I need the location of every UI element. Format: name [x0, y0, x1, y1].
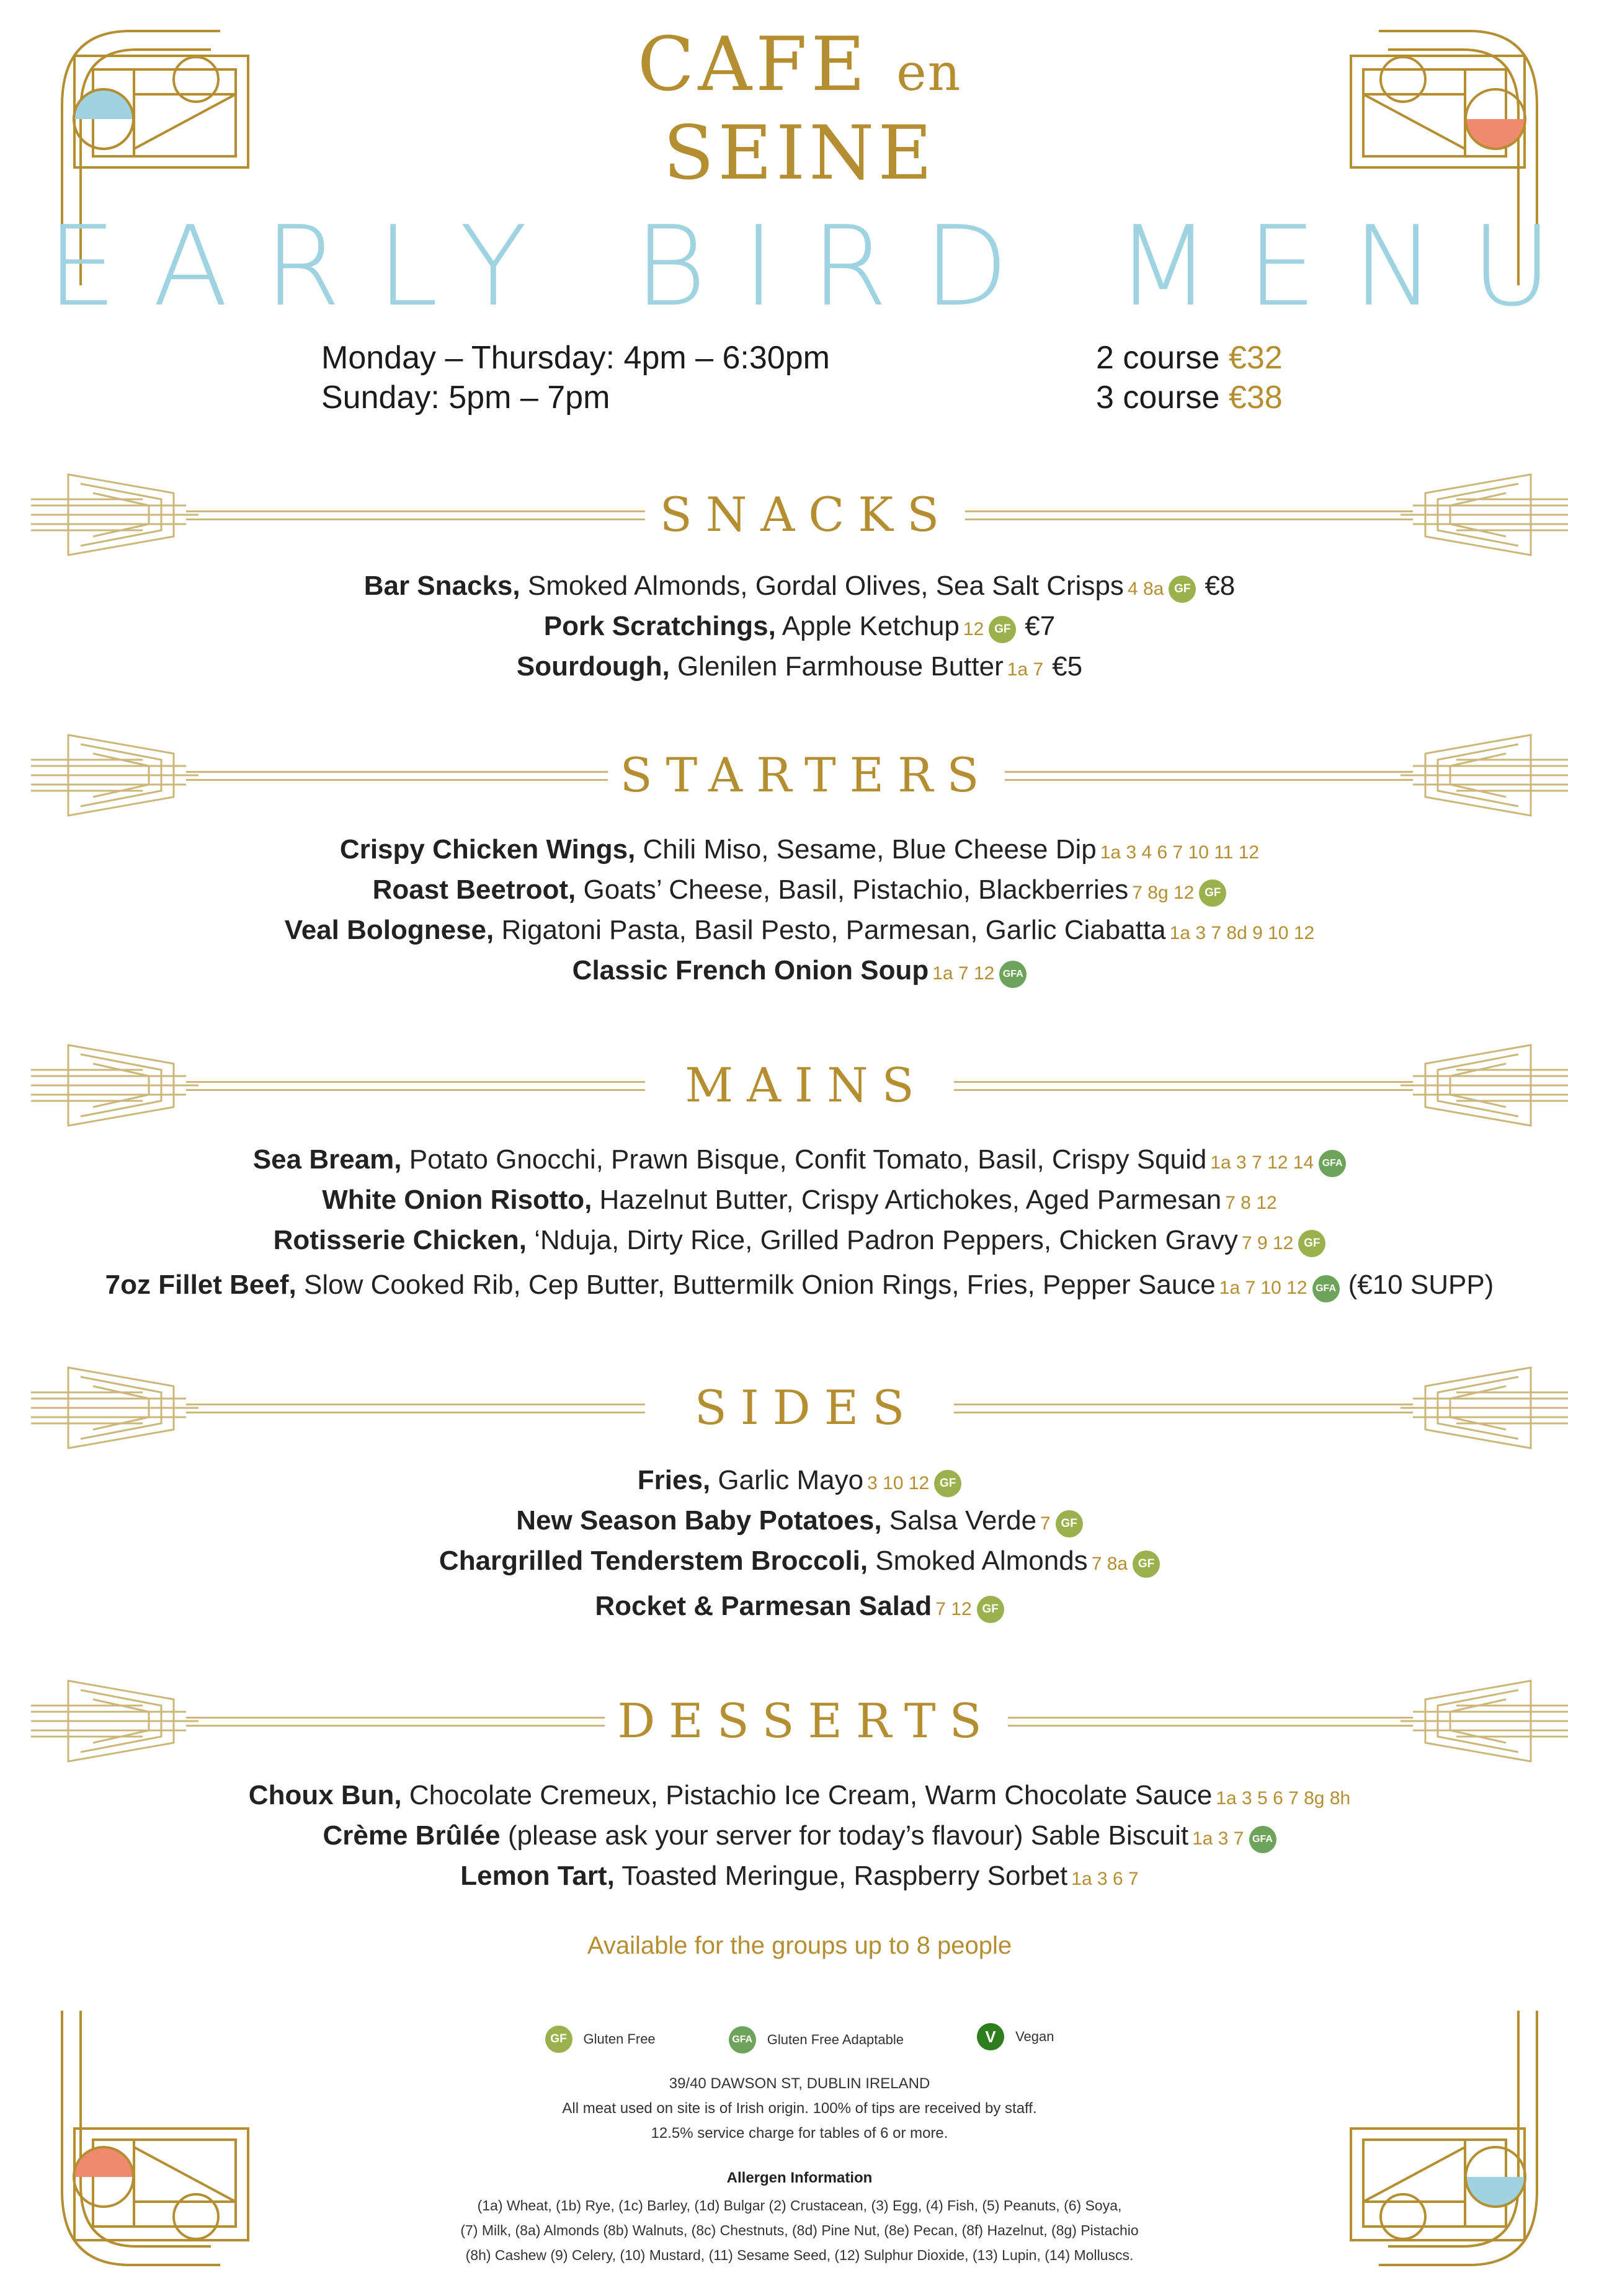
vegan-badge-icon: V	[977, 2023, 1004, 2050]
gluten-free-badge-icon: GF	[1056, 1510, 1083, 1537]
menu-item	[0, 1182, 1599, 1221]
legend-label: Gluten Free	[583, 2031, 656, 2047]
dish-description: Slow Cooked Rib, Cep Butter, Buttermilk Onion Rings, Fries, Pepper Sauce	[296, 1270, 1216, 1300]
gluten-free-badge-icon: GF	[1298, 1230, 1325, 1257]
menu-item	[0, 953, 1599, 992]
dish-description: Rigatoni Pasta, Basil Pesto, Parmesan, Garlic Ciabatta	[494, 915, 1166, 945]
logo-word-seine: SEINE	[663, 110, 936, 197]
menu-item	[0, 1778, 1599, 1817]
dish-description: Chocolate Cremeux, Pistachio Ice Cream, Warm Chocolate Sauce	[401, 1780, 1213, 1810]
allergen-codes: 7 8g 12	[1132, 883, 1195, 903]
section-title: DESSERTS	[605, 1693, 1007, 1748]
dish-name: Rocket & Parmesan Salad	[595, 1591, 932, 1621]
dish-name: Crème Brûlée	[323, 1820, 501, 1851]
legend-label: Gluten Free Adaptable	[767, 2032, 904, 2047]
section-title: STARTERS	[608, 747, 1005, 803]
dish-price: €8	[1205, 571, 1236, 601]
gluten-free-adaptable-badge-icon: GFA	[999, 961, 1027, 988]
dish-description: Garlic Mayo	[710, 1465, 864, 1495]
dish-description: Chili Miso, Sesame, Blue Cheese Dip	[635, 834, 1097, 865]
dish-name: Fries,	[637, 1465, 711, 1495]
menu-item	[0, 649, 1599, 688]
pricing-value: €38	[1228, 380, 1283, 416]
menu-item	[0, 1818, 1599, 1857]
allergen-info-list	[0, 2193, 1599, 2267]
gluten-free-badge-icon: GF	[1169, 576, 1196, 603]
gluten-free-adaptable-badge-icon: GFA	[1312, 1275, 1340, 1302]
allergen-line: (1a) Wheat, (1b) Rye, (1c) Barley, (1d) Bulgar (2) Crustacean, (3) Egg, (4) Fish, (5) Peanuts, (6) Soya,	[477, 2197, 1122, 2214]
opening-hours	[321, 338, 830, 417]
dish-name: Chargrilled Tenderstem Broccoli,	[439, 1546, 868, 1576]
dish-name: Pork Scratchings,	[543, 611, 776, 641]
allergen-codes: 1a 7 10 12	[1219, 1278, 1307, 1298]
dish-name: Choux Bun,	[248, 1780, 402, 1810]
menu-item	[0, 1462, 1599, 1502]
gluten-free-badge-icon: GF	[989, 616, 1016, 643]
dish-name: Crispy Chicken Wings,	[339, 834, 636, 865]
dish-description: Smoked Almonds, Gordal Olives, Sea Salt Crisps	[520, 571, 1124, 601]
dish-description: (please ask your server for today’s flavour) Sable Biscuit	[500, 1820, 1189, 1851]
logo-word-en: en	[896, 43, 962, 102]
course-pricing	[1096, 338, 1283, 417]
allergen-codes: 1a 3 7 12 14	[1210, 1152, 1314, 1173]
dietary-legend	[0, 2023, 1599, 2053]
dish-price: (€10 SUPP)	[1348, 1270, 1494, 1300]
menu-item	[0, 1142, 1599, 1181]
allergen-line: (8h) Cashew (9) Celery, (10) Mustard, (11) Sesame Seed, (12) Sulphur Dioxide, (13) Lupin, (14) Molluscs.	[465, 2247, 1134, 2263]
gluten-free-adaptable-badge-icon: GFA	[1249, 1826, 1276, 1853]
menu-title: EARLY BIRD MENU	[47, 202, 1588, 331]
menu-item	[0, 912, 1599, 951]
allergen-codes: 7	[1040, 1513, 1051, 1534]
menu-item	[0, 1503, 1599, 1542]
dish-description: Toasted Meringue, Raspberry Sorbet	[614, 1861, 1068, 1891]
pricing-label: 3 course	[1096, 380, 1220, 416]
menu-item	[0, 1543, 1599, 1582]
logo-word-cafe: CAFE	[637, 22, 869, 108]
legend-vegan	[977, 2023, 1054, 2050]
menu-item	[0, 608, 1599, 647]
allergen-codes: 1a 7	[1007, 659, 1044, 680]
menu-item	[0, 1588, 1599, 1627]
dish-description: ‘Nduja, Dirty Rice, Grilled Padron Peppers, Chicken Gravy	[527, 1225, 1238, 1255]
pricing-label: 2 course	[1096, 340, 1220, 376]
dish-description: Glenilen Farmhouse Butter	[669, 651, 1004, 682]
dish-name: New Season Baby Potatoes,	[516, 1505, 882, 1536]
allergen-codes: 1a 3 4 6 7 10 11 12	[1100, 842, 1260, 863]
gluten-free-badge-icon: GF	[1133, 1551, 1160, 1578]
section-title: SIDES	[682, 1380, 931, 1435]
gluten-free-adaptable-badge-icon: GFA	[1319, 1150, 1346, 1177]
dish-description: Goats’ Cheese, Basil, Pistachio, Blackberries	[576, 874, 1129, 905]
dish-name: Roast Beetroot,	[372, 874, 576, 905]
dish-name: Classic French Onion Soup	[572, 955, 929, 986]
dish-name: White Onion Risotto,	[322, 1185, 592, 1215]
dish-price: €7	[1025, 611, 1056, 641]
dish-name: Sourdough,	[516, 651, 670, 682]
dish-name: Bar Snacks,	[363, 571, 520, 601]
legend-gluten-free-adaptable	[729, 2026, 904, 2053]
allergen-codes: 7 8a	[1091, 1554, 1128, 1574]
address: 39/40 DAWSON ST, DUBLIN IRELAND	[669, 2075, 930, 2092]
pricing-3-course	[1096, 378, 1283, 417]
menu-item	[0, 568, 1599, 607]
allergen-codes: 1a 3 6 7	[1071, 1869, 1139, 1889]
gluten-free-badge-icon: GF	[545, 2026, 572, 2053]
dish-name: Lemon Tart,	[460, 1861, 615, 1891]
dish-name: Rotisserie Chicken,	[273, 1225, 527, 1255]
gluten-free-badge-icon: GF	[934, 1470, 961, 1497]
service-charge-note: 12.5% service charge for tables of 6 or more.	[651, 2125, 948, 2142]
allergen-codes: 1a 3 5 6 7 8g 8h	[1216, 1788, 1351, 1809]
menu-item	[0, 1222, 1599, 1261]
section-title: MAINS	[672, 1057, 940, 1113]
dish-price: €5	[1052, 651, 1083, 682]
pricing-2-course	[1096, 338, 1283, 378]
allergen-line: (7) Milk, (8a) Almonds (8b) Walnuts, (8c) Chestnuts, (8d) Pine Nut, (8e) Pecan, (8f) Hazelnut, (8g) Pistachio	[460, 2222, 1139, 2238]
gluten-free-adaptable-badge-icon: GFA	[729, 2026, 756, 2053]
allergen-codes: 4 8a	[1127, 579, 1164, 599]
menu-item	[0, 1267, 1599, 1306]
legend-gluten-free	[545, 2026, 656, 2053]
pricing-value: €32	[1228, 340, 1283, 376]
allergen-codes: 7 8 12	[1225, 1193, 1277, 1213]
allergen-codes: 1a 7 12	[932, 963, 995, 984]
dish-description: Potato Gnocchi, Prawn Bisque, Confit Tomato, Basil, Crispy Squid	[401, 1144, 1207, 1175]
meat-tips-note: All meat used on site is of Irish origin. 100% of tips are received by staff.	[562, 2100, 1037, 2117]
section-title: SNACKS	[648, 487, 965, 542]
dish-description: Hazelnut Butter, Crispy Artichokes, Aged Parmesan	[592, 1185, 1222, 1215]
dish-name: Sea Bream,	[252, 1144, 402, 1175]
hours-sunday: Sunday: 5pm – 7pm	[321, 380, 610, 416]
availability-note: Available for the groups up to 8 people	[587, 1932, 1012, 1959]
allergen-codes: 1a 3 7 8d 9 10 12	[1169, 923, 1315, 943]
allergen-codes: 7 9 12	[1241, 1233, 1294, 1253]
allergen-codes: 7 12	[935, 1599, 972, 1619]
dish-name: Veal Bolognese,	[284, 915, 494, 945]
menu-item	[0, 872, 1599, 911]
legend-label: Vegan	[1015, 2029, 1054, 2044]
menu-item	[0, 832, 1599, 871]
allergen-codes: 12	[963, 619, 984, 639]
logo-line-2	[0, 110, 1599, 197]
dish-name: 7oz Fillet Beef,	[105, 1270, 296, 1300]
menu-item	[0, 1858, 1599, 1897]
allergen-info-title: Allergen Information	[726, 2169, 873, 2186]
allergen-codes: 3 10 12	[867, 1473, 930, 1493]
gluten-free-badge-icon: GF	[977, 1596, 1004, 1623]
gluten-free-badge-icon: GF	[1199, 879, 1226, 907]
dish-description: Smoked Almonds	[868, 1546, 1088, 1576]
hours-weekdays: Monday – Thursday: 4pm – 6:30pm	[321, 340, 830, 376]
dish-description: Apple Ketchup	[775, 611, 960, 641]
cafe-en-seine-logo	[0, 22, 1599, 197]
logo-line-1	[0, 22, 1599, 113]
allergen-codes: 1a 3 7	[1192, 1828, 1244, 1849]
dish-description: Salsa Verde	[881, 1505, 1037, 1536]
